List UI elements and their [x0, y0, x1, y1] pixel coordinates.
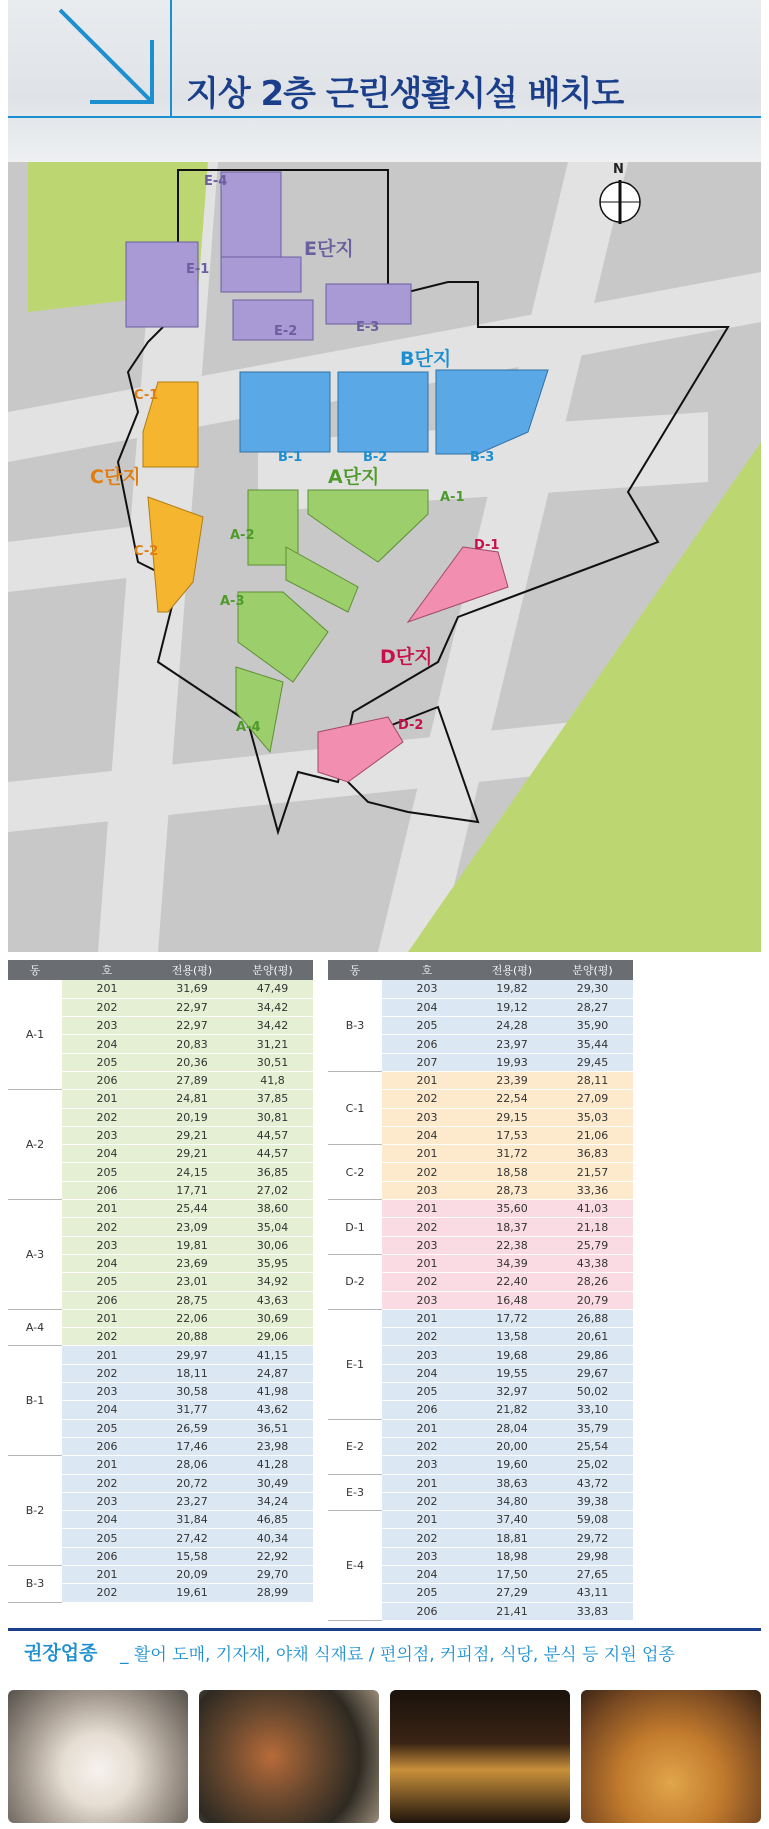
ho-cell: 203	[382, 980, 472, 998]
exclusive-area-cell: 32,97	[472, 1383, 552, 1401]
sale-area-cell: 28,27	[552, 998, 633, 1016]
sale-area-cell: 35,95	[232, 1254, 313, 1272]
ho-cell: 203	[382, 1236, 472, 1254]
header	[8, 0, 761, 162]
exclusive-area-cell: 20,72	[152, 1474, 232, 1492]
exclusive-area-cell: 16,48	[472, 1291, 552, 1309]
ho-cell: 203	[62, 1126, 152, 1144]
exclusive-area-cell: 34,80	[472, 1492, 552, 1510]
exclusive-area-cell: 17,72	[472, 1309, 552, 1327]
sale-area-cell: 30,81	[232, 1108, 313, 1126]
fried-chicken-photo	[581, 1690, 761, 1823]
ho-cell: 201	[382, 1200, 472, 1218]
recommended-business-bar	[8, 1628, 761, 1668]
exclusive-area-cell: 20,36	[152, 1053, 232, 1071]
sale-area-cell: 25,79	[552, 1236, 633, 1254]
sale-area-cell: 24,87	[232, 1364, 313, 1382]
sale-area-cell: 20,79	[552, 1291, 633, 1309]
page-title: 지상 2층 근린생활시설 배치도	[186, 74, 624, 114]
sale-area-cell: 30,51	[232, 1053, 313, 1071]
exclusive-area-cell: 19,68	[472, 1346, 552, 1364]
ho-cell: 205	[62, 1529, 152, 1547]
ho-cell: 202	[62, 1108, 152, 1126]
ho-cell: 203	[62, 1017, 152, 1035]
exclusive-area-cell: 19,60	[472, 1456, 552, 1474]
sale-area-cell: 35,90	[552, 1017, 633, 1035]
sale-area-cell: 43,72	[552, 1474, 633, 1492]
ho-cell: 204	[62, 1145, 152, 1163]
building-d2-label: D-2	[398, 718, 424, 733]
ho-cell: 204	[62, 1401, 152, 1419]
ho-cell: 206	[62, 1181, 152, 1199]
sale-area-cell: 29,72	[552, 1529, 633, 1547]
exclusive-area-cell: 22,40	[472, 1273, 552, 1291]
building-b3-label: B-3	[470, 450, 495, 465]
sale-area-cell: 28,99	[232, 1584, 313, 1602]
sale-area-cell: 27,65	[552, 1566, 633, 1584]
ho-cell: 204	[62, 1035, 152, 1053]
sale-area-cell: 47,49	[232, 980, 313, 998]
exclusive-area-cell: 23,39	[472, 1071, 552, 1089]
ho-cell: 202	[62, 1364, 152, 1382]
exclusive-area-cell: 20,00	[472, 1437, 552, 1455]
unit-table-left	[8, 960, 313, 1603]
ho-cell: 205	[382, 1584, 472, 1602]
ho-cell: 203	[382, 1346, 472, 1364]
table-row	[8, 1346, 313, 1364]
building-b2-label: B-2	[363, 450, 388, 465]
table-row	[8, 1566, 313, 1584]
exclusive-area-cell: 23,01	[152, 1273, 232, 1291]
sale-area-cell: 21,06	[552, 1126, 633, 1144]
exclusive-area-cell: 34,39	[472, 1254, 552, 1272]
building-a1-label: A-1	[440, 490, 465, 505]
sale-area-cell: 35,04	[232, 1218, 313, 1236]
ho-cell: 201	[382, 1309, 472, 1327]
exclusive-area-cell: 27,89	[152, 1071, 232, 1089]
ho-cell: 206	[382, 1401, 472, 1419]
sale-area-cell: 41,03	[552, 1200, 633, 1218]
sale-area-cell: 36,85	[232, 1163, 313, 1181]
ho-cell: 206	[62, 1071, 152, 1089]
ho-cell: 202	[382, 1529, 472, 1547]
dong-cell: E-4	[328, 1511, 382, 1621]
ho-cell: 202	[62, 1218, 152, 1236]
ho-cell: 204	[382, 998, 472, 1016]
table-row	[328, 1071, 633, 1089]
sale-area-cell: 35,79	[552, 1419, 633, 1437]
exclusive-area-cell: 17,50	[472, 1566, 552, 1584]
exclusive-area-cell: 19,93	[472, 1053, 552, 1071]
table-row	[8, 1456, 313, 1474]
dong-cell: B-3	[328, 980, 382, 1071]
sale-area-cell: 30,49	[232, 1474, 313, 1492]
building-e1-label: E-1	[186, 262, 210, 277]
exclusive-area-cell: 27,29	[472, 1584, 552, 1602]
sale-area-cell: 22,92	[232, 1547, 313, 1565]
exclusive-area-cell: 20,09	[152, 1566, 232, 1584]
dong-cell: C-1	[328, 1071, 382, 1144]
ho-cell: 201	[62, 1200, 152, 1218]
exclusive-area-cell: 31,69	[152, 980, 232, 998]
ho-cell: 201	[62, 1309, 152, 1327]
ho-cell: 204	[382, 1364, 472, 1382]
exclusive-area-cell: 31,84	[152, 1511, 232, 1529]
exclusive-area-cell: 31,72	[472, 1145, 552, 1163]
ho-cell: 206	[62, 1547, 152, 1565]
exclusive-area-cell: 22,97	[152, 1017, 232, 1035]
exclusive-area-cell: 31,77	[152, 1401, 232, 1419]
complex-d-label: D단지	[380, 646, 433, 668]
building-b1-label: B-1	[278, 450, 303, 465]
exclusive-area-cell: 29,21	[152, 1126, 232, 1144]
table-row	[328, 980, 633, 998]
ho-cell: 202	[382, 1437, 472, 1455]
sale-area-cell: 29,86	[552, 1346, 633, 1364]
sale-area-cell: 29,06	[232, 1328, 313, 1346]
exclusive-area-cell: 29,97	[152, 1346, 232, 1364]
exclusive-area-cell: 37,40	[472, 1511, 552, 1529]
sale-area-cell: 33,10	[552, 1401, 633, 1419]
building-a4-label: A-4	[236, 720, 261, 735]
exclusive-area-cell: 24,28	[472, 1017, 552, 1035]
ho-cell: 203	[62, 1236, 152, 1254]
sale-area-cell: 59,08	[552, 1511, 633, 1529]
ho-cell: 201	[62, 1346, 152, 1364]
sale-area-cell: 23,98	[232, 1437, 313, 1455]
ho-cell: 206	[382, 1035, 472, 1053]
unit-tables	[8, 960, 761, 1620]
ho-cell: 206	[382, 1602, 472, 1620]
ho-cell: 203	[382, 1181, 472, 1199]
sale-area-cell: 26,88	[552, 1309, 633, 1327]
ho-cell: 206	[62, 1291, 152, 1309]
ho-cell: 203	[382, 1456, 472, 1474]
table-row	[328, 1419, 633, 1437]
table-row	[328, 1200, 633, 1218]
exclusive-area-cell: 17,46	[152, 1437, 232, 1455]
exclusive-area-cell: 21,41	[472, 1602, 552, 1620]
exclusive-area-cell: 20,88	[152, 1328, 232, 1346]
header-sale: 분양(평)	[552, 960, 633, 980]
header-rule	[8, 116, 761, 118]
exclusive-area-cell: 19,61	[152, 1584, 232, 1602]
table-row	[328, 1309, 633, 1327]
unit-table-right	[328, 960, 633, 1621]
ho-cell: 203	[62, 1383, 152, 1401]
recommended-text: _ 활어 도매, 기자재, 야채 식재료 / 편의점, 커피점, 식당, 분식 등 지원 업종	[120, 1645, 675, 1665]
dong-cell: C-2	[328, 1145, 382, 1200]
sale-area-cell: 36,51	[232, 1419, 313, 1437]
exclusive-area-cell: 19,81	[152, 1236, 232, 1254]
sale-area-cell: 41,28	[232, 1456, 313, 1474]
exclusive-area-cell: 28,75	[152, 1291, 232, 1309]
ho-cell: 203	[382, 1547, 472, 1565]
ho-cell: 203	[382, 1108, 472, 1126]
ho-cell: 204	[382, 1566, 472, 1584]
dong-cell: A-1	[8, 980, 62, 1090]
sale-area-cell: 21,57	[552, 1163, 633, 1181]
sale-area-cell: 29,45	[552, 1053, 633, 1071]
exclusive-area-cell: 22,38	[472, 1236, 552, 1254]
sale-area-cell: 44,57	[232, 1126, 313, 1144]
ho-cell: 205	[62, 1053, 152, 1071]
header-ho: 호	[62, 960, 152, 980]
sale-area-cell: 25,54	[552, 1437, 633, 1455]
ho-cell: 204	[62, 1254, 152, 1272]
dong-cell: D-2	[328, 1254, 382, 1309]
sale-area-cell: 34,42	[232, 1017, 313, 1035]
dong-cell: B-2	[8, 1456, 62, 1566]
header-ho: 호	[382, 960, 472, 980]
exclusive-area-cell: 28,04	[472, 1419, 552, 1437]
sale-area-cell: 27,09	[552, 1090, 633, 1108]
site-map	[8, 162, 761, 952]
exclusive-area-cell: 28,06	[152, 1456, 232, 1474]
ho-cell: 201	[382, 1071, 472, 1089]
sale-area-cell: 34,24	[232, 1492, 313, 1510]
dong-cell: A-3	[8, 1200, 62, 1310]
exclusive-area-cell: 20,19	[152, 1108, 232, 1126]
sale-area-cell: 29,30	[552, 980, 633, 998]
dong-cell: E-2	[328, 1419, 382, 1474]
table-row	[328, 1474, 633, 1492]
exclusive-area-cell: 35,60	[472, 1200, 552, 1218]
building-e3-label: E-3	[356, 320, 380, 335]
exclusive-area-cell: 23,27	[152, 1492, 232, 1510]
photo-strip	[8, 1690, 761, 1823]
exclusive-area-cell: 24,15	[152, 1163, 232, 1181]
exclusive-area-cell: 38,63	[472, 1474, 552, 1492]
exclusive-area-cell: 18,81	[472, 1529, 552, 1547]
ho-cell: 202	[382, 1328, 472, 1346]
exclusive-area-cell: 15,58	[152, 1547, 232, 1565]
ho-cell: 202	[382, 1090, 472, 1108]
exclusive-area-cell: 27,42	[152, 1529, 232, 1547]
exclusive-area-cell: 29,21	[152, 1145, 232, 1163]
header-exclusive: 전용(평)	[472, 960, 552, 980]
sashimi-platter-photo	[8, 1690, 188, 1823]
complex-a-label: A단지	[328, 466, 380, 488]
ho-cell: 201	[382, 1254, 472, 1272]
diagonal-arrow-icon	[52, 0, 172, 118]
exclusive-area-cell: 18,37	[472, 1218, 552, 1236]
building-a2-label: A-2	[230, 528, 255, 543]
ho-cell: 205	[382, 1017, 472, 1035]
arrow-box	[52, 0, 172, 118]
ho-cell: 202	[382, 1218, 472, 1236]
korean-dishes-photo	[199, 1690, 379, 1823]
sale-area-cell: 43,63	[232, 1291, 313, 1309]
sale-area-cell: 43,38	[552, 1254, 633, 1272]
sale-area-cell: 40,34	[232, 1529, 313, 1547]
sale-area-cell: 34,92	[232, 1273, 313, 1291]
ho-cell: 203	[382, 1291, 472, 1309]
ho-cell: 201	[382, 1511, 472, 1529]
building-d1-label: D-1	[474, 538, 500, 553]
header-sale: 분양(평)	[232, 960, 313, 980]
bar-interior-photo	[390, 1690, 570, 1823]
dong-cell: B-1	[8, 1346, 62, 1456]
table-row	[328, 1254, 633, 1272]
exclusive-area-cell: 13,58	[472, 1328, 552, 1346]
ho-cell: 205	[382, 1383, 472, 1401]
exclusive-area-cell: 17,71	[152, 1181, 232, 1199]
sale-area-cell: 36,83	[552, 1145, 633, 1163]
exclusive-area-cell: 28,73	[472, 1181, 552, 1199]
exclusive-area-cell: 25,44	[152, 1200, 232, 1218]
site-plan-drawing	[8, 162, 761, 952]
recommended-lead: 권장업종	[24, 1642, 98, 1664]
dong-cell: A-2	[8, 1090, 62, 1200]
ho-cell: 201	[62, 1456, 152, 1474]
ho-cell: 202	[62, 1474, 152, 1492]
sale-area-cell: 39,38	[552, 1492, 633, 1510]
sale-area-cell: 41,15	[232, 1346, 313, 1364]
ho-cell: 205	[62, 1419, 152, 1437]
ho-cell: 202	[382, 1163, 472, 1181]
dong-cell: E-3	[328, 1474, 382, 1511]
building-e2-label: E-2	[274, 324, 298, 339]
sale-area-cell: 21,18	[552, 1218, 633, 1236]
exclusive-area-cell: 18,98	[472, 1547, 552, 1565]
ho-cell: 205	[62, 1163, 152, 1181]
sale-area-cell: 35,44	[552, 1035, 633, 1053]
complex-e-label: E단지	[304, 238, 354, 260]
exclusive-area-cell: 22,97	[152, 998, 232, 1016]
exclusive-area-cell: 19,55	[472, 1364, 552, 1382]
ho-cell: 201	[62, 1566, 152, 1584]
sale-area-cell: 33,83	[552, 1602, 633, 1620]
sale-area-cell: 41,98	[232, 1383, 313, 1401]
ho-cell: 201	[382, 1474, 472, 1492]
sale-area-cell: 29,98	[552, 1547, 633, 1565]
dong-cell: B-3	[8, 1566, 62, 1603]
table-row	[328, 1511, 633, 1529]
building-e4-label: E-4	[204, 174, 228, 189]
ho-cell: 201	[382, 1145, 472, 1163]
ho-cell: 201	[62, 1090, 152, 1108]
ho-cell: 201	[62, 980, 152, 998]
exclusive-area-cell: 29,15	[472, 1108, 552, 1126]
ho-cell: 203	[62, 1492, 152, 1510]
building-c1-label: C-1	[134, 388, 159, 403]
sale-area-cell: 46,85	[232, 1511, 313, 1529]
ho-cell: 202	[382, 1492, 472, 1510]
exclusive-area-cell: 23,97	[472, 1035, 552, 1053]
sale-area-cell: 31,21	[232, 1035, 313, 1053]
exclusive-area-cell: 22,54	[472, 1090, 552, 1108]
exclusive-area-cell: 21,82	[472, 1401, 552, 1419]
ho-cell: 204	[382, 1126, 472, 1144]
exclusive-area-cell: 23,69	[152, 1254, 232, 1272]
table-row	[328, 1145, 633, 1163]
sale-area-cell: 30,06	[232, 1236, 313, 1254]
sale-area-cell: 50,02	[552, 1383, 633, 1401]
table-row	[8, 1090, 313, 1108]
exclusive-area-cell: 19,12	[472, 998, 552, 1016]
exclusive-area-cell: 26,59	[152, 1419, 232, 1437]
table-row	[8, 980, 313, 998]
exclusive-area-cell: 23,09	[152, 1218, 232, 1236]
sale-area-cell: 35,03	[552, 1108, 633, 1126]
table-row	[8, 1309, 313, 1327]
exclusive-area-cell: 18,11	[152, 1364, 232, 1382]
exclusive-area-cell: 24,81	[152, 1090, 232, 1108]
exclusive-area-cell: 20,83	[152, 1035, 232, 1053]
ho-cell: 206	[62, 1437, 152, 1455]
sale-area-cell: 33,36	[552, 1181, 633, 1199]
exclusive-area-cell: 30,58	[152, 1383, 232, 1401]
dong-cell: A-4	[8, 1309, 62, 1346]
sale-area-cell: 37,85	[232, 1090, 313, 1108]
sale-area-cell: 29,67	[552, 1364, 633, 1382]
header-exclusive: 전용(평)	[152, 960, 232, 980]
sale-area-cell: 43,62	[232, 1401, 313, 1419]
ho-cell: 202	[62, 1584, 152, 1602]
dong-cell: D-1	[328, 1200, 382, 1255]
ho-cell: 205	[62, 1273, 152, 1291]
sale-area-cell: 25,02	[552, 1456, 633, 1474]
dong-cell: E-1	[328, 1309, 382, 1419]
complex-c-label: C단지	[90, 466, 141, 488]
building-a3-label: A-3	[220, 594, 245, 609]
ho-cell: 202	[62, 998, 152, 1016]
sale-area-cell: 34,42	[232, 998, 313, 1016]
header-dong: 동	[328, 960, 382, 980]
north-label: N	[613, 162, 624, 177]
sale-area-cell: 28,11	[552, 1071, 633, 1089]
sale-area-cell: 41,8	[232, 1071, 313, 1089]
ho-cell: 202	[62, 1328, 152, 1346]
building-c2-label: C-2	[134, 544, 159, 559]
exclusive-area-cell: 17,53	[472, 1126, 552, 1144]
complex-b-label: B단지	[400, 348, 452, 370]
sale-area-cell: 38,60	[232, 1200, 313, 1218]
exclusive-area-cell: 22,06	[152, 1309, 232, 1327]
sale-area-cell: 30,69	[232, 1309, 313, 1327]
sale-area-cell: 27,02	[232, 1181, 313, 1199]
exclusive-area-cell: 18,58	[472, 1163, 552, 1181]
sale-area-cell: 28,26	[552, 1273, 633, 1291]
ho-cell: 204	[62, 1511, 152, 1529]
sale-area-cell: 43,11	[552, 1584, 633, 1602]
header-dong: 동	[8, 960, 62, 980]
ho-cell: 201	[382, 1419, 472, 1437]
table-row	[8, 1200, 313, 1218]
ho-cell: 202	[382, 1273, 472, 1291]
sale-area-cell: 20,61	[552, 1328, 633, 1346]
complex-b-buildings	[240, 370, 548, 454]
sale-area-cell: 44,57	[232, 1145, 313, 1163]
sale-area-cell: 29,70	[232, 1566, 313, 1584]
exclusive-area-cell: 19,82	[472, 980, 552, 998]
ho-cell: 207	[382, 1053, 472, 1071]
